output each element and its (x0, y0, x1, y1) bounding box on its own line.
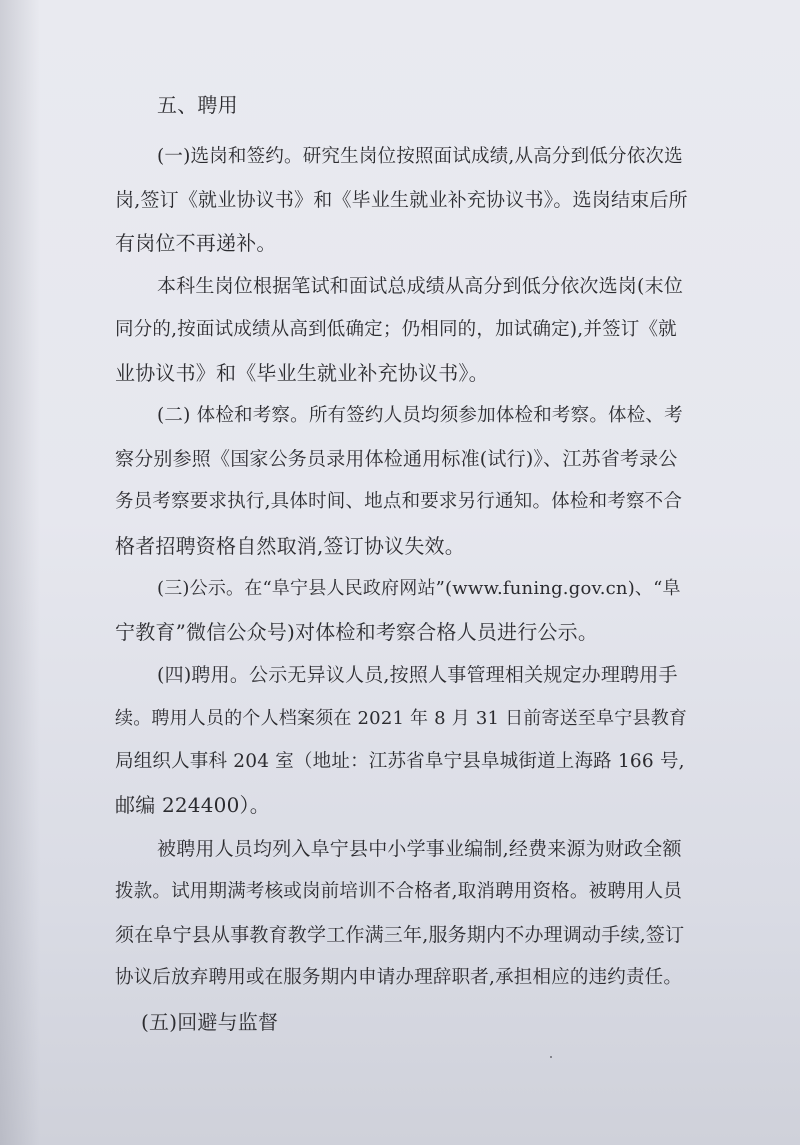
paragraph-line: 务员考察要求执行,具体时间、地点和要求另行通知。体检和考察不合 (115, 491, 683, 512)
section-heading: 五、聘用 (157, 93, 238, 117)
paragraph-line: 被聘用人员均列入阜宁县中小学事业编制,经费来源为财政全额 (157, 838, 682, 860)
paragraph-line: 续。聘用人员的个人档案须在 2021 年 8 月 31 日前寄送至阜宁县教育 (115, 708, 688, 729)
paragraph-line: 岗,签订《就业协议书》和《毕业生就业补充协议书》。选岗结束后所 (115, 189, 688, 211)
paragraph-line: 本科生岗位根据笔试和面试总成绩从高分到低分依次选岗(末位 (157, 275, 684, 297)
paragraph-line: 宁教育”微信公众号)对体检和考察合格人员进行公示。 (115, 620, 599, 644)
paragraph-line: 协议后放弃聘用或在服务期内申请办理辞职者,承担相应的违约责任。 (115, 967, 683, 988)
paragraph-line: 业协议书》和《毕业生就业补充协议书》。 (115, 361, 489, 385)
paragraph-line: 须在阜宁县从事教育教学工作满三年,服务期内不办理调动手续,签订 (115, 924, 685, 946)
paragraph-line: (二) 体检和考察。所有签约人员均须参加体检和考察。体检、考 (157, 405, 683, 426)
page-shadow (0, 0, 40, 1145)
paragraph-line: 邮编 224400）。 (115, 793, 270, 817)
paragraph-line: 察分别参照《国家公务员录用体检通用标准(试行)》、江苏省考录公 (115, 448, 678, 470)
scan-speck (550, 1056, 552, 1058)
paragraph-line: 同分的,按面试成绩从高到低确定；仍相同的，加试确定),并签订《就 (115, 319, 677, 340)
paragraph-line: 拨款。试用期满考核或岗前培训不合格者,取消聘用资格。被聘用人员 (115, 881, 683, 902)
paragraph-line: 有岗位不再递补。 (115, 231, 277, 255)
section-heading: (五)回避与监督 (141, 1010, 279, 1034)
paragraph-line: 格者招聘资格自然取消,签订协议失效。 (115, 534, 465, 558)
paragraph-line: (一)选岗和签约。研究生岗位按照面试成绩,从高分到低分依次选 (157, 146, 683, 167)
paragraph-line: (四)聘用。公示无异议人员,按照人事管理相关规定办理聘用手 (157, 664, 678, 686)
paragraph-line: 局组织人事科 204 室（地址：江苏省阜宁县阜城街道上海路 166 号, (115, 751, 685, 772)
paragraph-line: (三)公示。在“阜宁县人民政府网站”(www.funing.gov.cn)、“阜 (157, 578, 681, 599)
